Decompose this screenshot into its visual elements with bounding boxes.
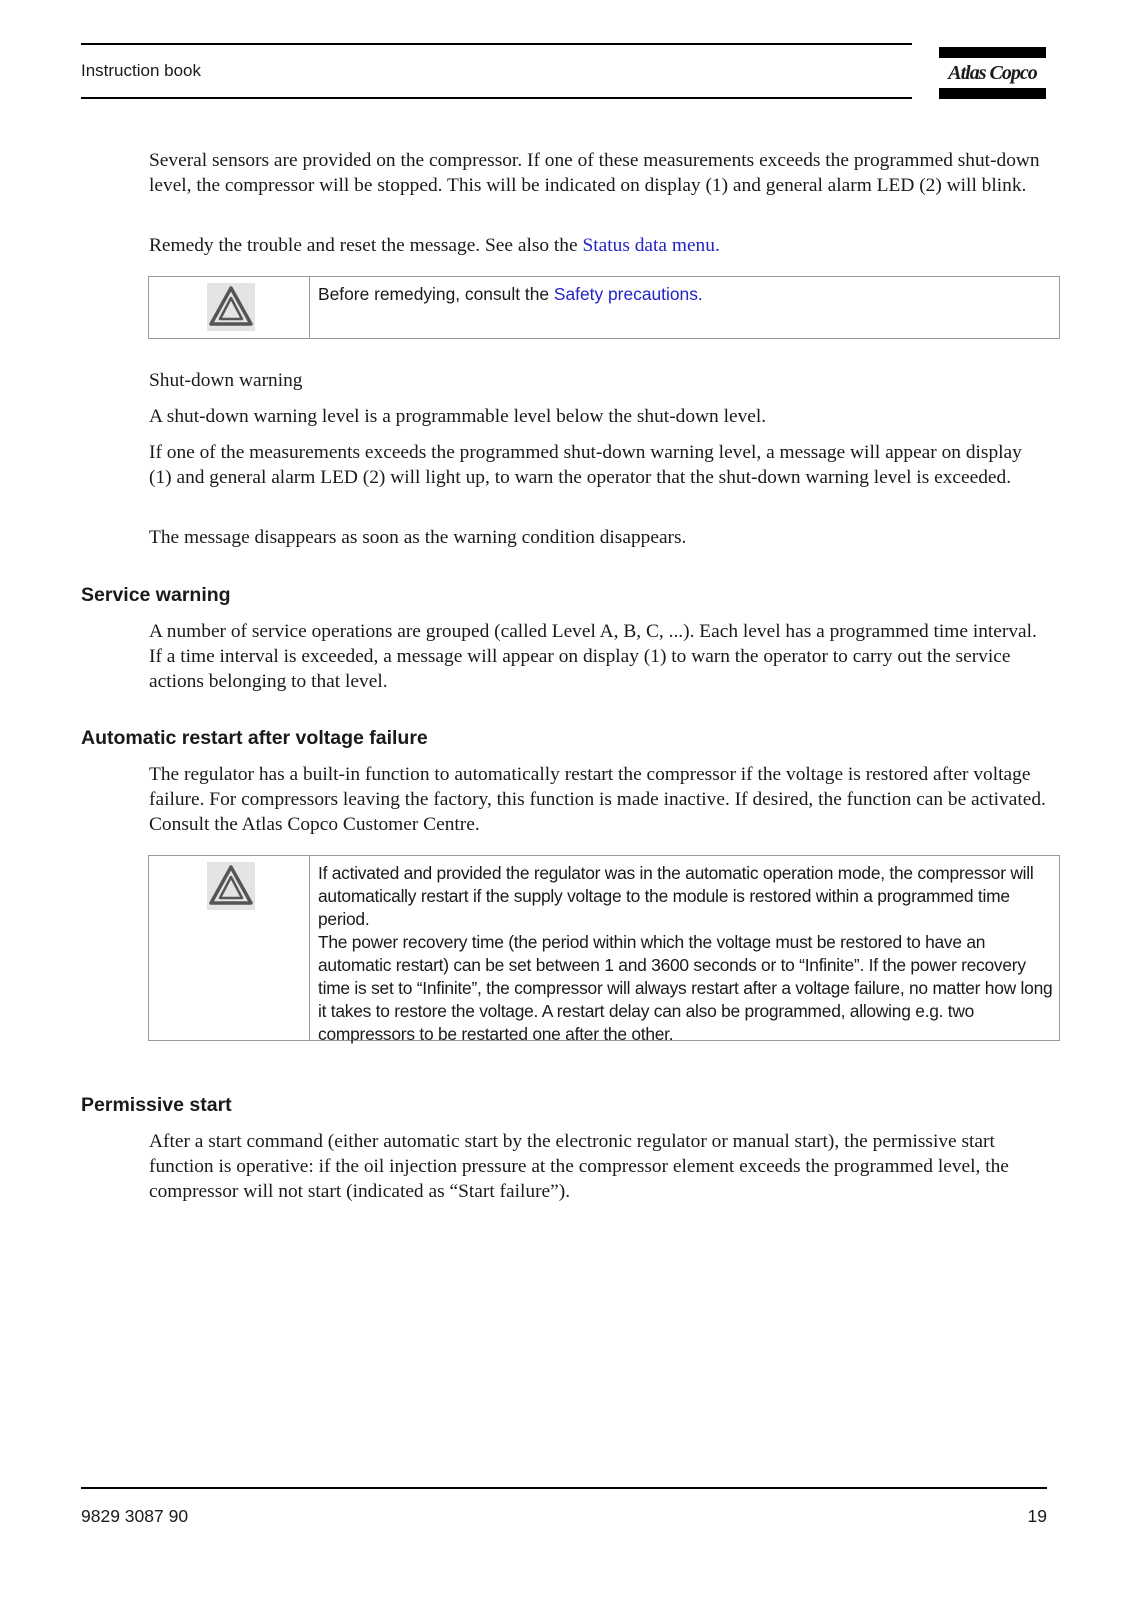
footer-doc-number: 9829 3087 90 bbox=[81, 1506, 189, 1526]
auto-restart-heading: Automatic restart after voltage failure bbox=[81, 727, 428, 749]
safety-precautions-link[interactable]: Safety precautions bbox=[553, 284, 698, 304]
permissive-start-heading: Permissive start bbox=[81, 1094, 232, 1116]
header-top-rule bbox=[81, 43, 912, 45]
shutdown-warning-paragraph-3: The message disappears as soon as the warning condition disappears. bbox=[149, 527, 687, 548]
auto-restart-note-text bbox=[318, 862, 1055, 1046]
service-warning-paragraph: A number of service operations are grouped (called Level A, B, C, ...). Each level has a programmed time interval. If a time interval is exceeded, a message will appear on display (1) to warn the operator to carry out the service actions belonging to that level. bbox=[149, 621, 1037, 692]
atlas-copco-logo bbox=[939, 47, 1046, 99]
safety-note-text: Before remedying, consult the Safety precautions. bbox=[318, 284, 703, 304]
shutdown-warning-paragraph-2: If one of the measurements exceeds the programmed shut-down warning level, a message will appear on display (1) and general alarm LED (2) will light up, to warn the operator that the shut-down warning level is exceeded. bbox=[149, 442, 1022, 488]
status-data-menu-link[interactable]: Status data menu bbox=[582, 235, 715, 256]
footer-page-number: 19 bbox=[1027, 1506, 1047, 1526]
intro-paragraph-2: Remedy the trouble and reset the message. See also the Status data menu. bbox=[149, 235, 720, 256]
safety-note-box bbox=[148, 276, 1060, 339]
intro-paragraph-1: Several sensors are provided on the compressor. If one of these measurements exceeds the programmed shut-down level, the compressor will be stopped. This will be indicated on display (1) and general alarm LED (2) will blink. bbox=[149, 150, 1040, 196]
warning-triangle-icon bbox=[207, 862, 255, 910]
service-warning-heading: Service warning bbox=[81, 584, 231, 606]
header-bottom-rule bbox=[81, 97, 912, 99]
auto-restart-note-paragraph-2: The power recovery time (the period within which the voltage must be restored to have an automatic restart) can be set between 1 and 3600 seconds or to “Infinite”. If the power recovery time is set to “Infinite”, the compressor will always restart after a voltage failure, no matter how long it takes to restore the voltage. A restart delay can also be programmed, allowing e.g. two compressors to be restarted one after the other. bbox=[318, 932, 1053, 1044]
auto-restart-paragraph: The regulator has a built-in function to automatically restart the compressor if the voltage is restored after voltage failure. For compressors leaving the factory, this function is made inactive. If desired, the function can be activated. Consult the Atlas Copco Customer Centre. bbox=[149, 764, 1046, 835]
shutdown-warning-paragraph-1: A shut-down warning level is a programmable level below the shut-down level. bbox=[149, 406, 767, 427]
warning-triangle-icon bbox=[207, 283, 255, 331]
shutdown-warning-heading: Shut-down warning bbox=[149, 370, 303, 391]
auto-restart-note-box bbox=[148, 855, 1060, 1044]
header-title: Instruction book bbox=[81, 61, 202, 80]
logo-wordmark: Atlas Copco bbox=[948, 62, 1037, 84]
permissive-start-paragraph: After a start command (either automatic start by the electronic regulator or manual start), the permissive start function is operative: if the oil injection pressure at the compressor element exceeds the programmed level, the compressor will not start (indicated as “Start failure”). bbox=[149, 1131, 1009, 1202]
footer-rule bbox=[81, 1487, 1047, 1489]
auto-restart-note-paragraph-1: If activated and provided the regulator was in the automatic operation mode, the compressor will automatically restart if the supply voltage to the module is restored within a programmed time period. bbox=[318, 863, 1034, 929]
